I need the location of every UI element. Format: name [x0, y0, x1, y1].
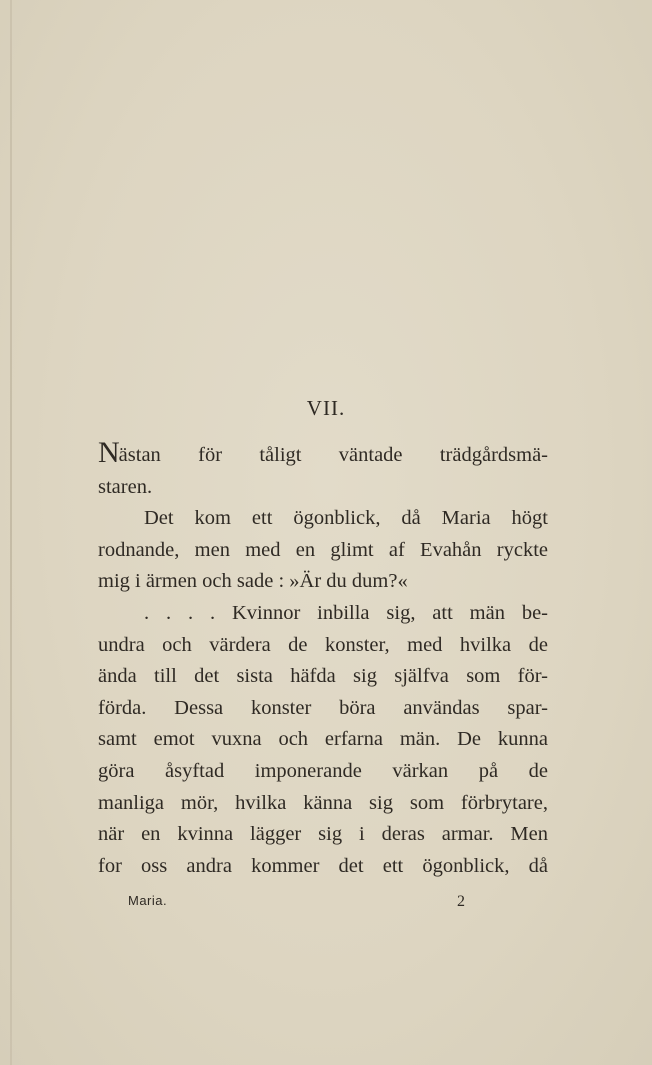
text-line: undra och värdera de konster, med hvilka de	[98, 633, 548, 656]
sheet-number: 2	[457, 893, 465, 910]
text-line: göra åsyftad imponerande värkan på de	[98, 759, 548, 782]
drop-cap: N	[98, 436, 119, 469]
text-line: förda. Dessa konster böra användas spar-	[98, 696, 548, 719]
chapter-heading: VII.	[306, 396, 346, 420]
text-line: for oss andra kommer det ett ögonblick, då	[98, 854, 548, 877]
body-text	[98, 436, 548, 882]
text-line: samt emot vuxna och erfarna män. De kunna	[98, 728, 548, 751]
text-line: manliga mör, hvilka känna sig som förbrytare,	[98, 791, 548, 814]
text-line: Nästan för tåligt väntade trädgårdsmä-	[98, 436, 548, 469]
text-line: mig i ärmen och sade : »Är du dum?«	[98, 570, 408, 593]
text-line: Det kom ett ögonblick, då Maria högt	[144, 507, 548, 530]
signature-mark: Maria.	[128, 893, 168, 908]
text-line: ända till det sista häfda sig själfva som för-	[98, 665, 548, 688]
text-line: när en kvinna lägger sig i deras armar. Men	[98, 823, 548, 846]
page-binding-edge	[10, 0, 12, 1065]
text-line: rodnande, men med en glimt af Evahån ryckte	[98, 538, 548, 561]
text-line: staren.	[98, 475, 153, 498]
text-line: . . . . Kvinnor inbilla sig, att män be-	[144, 601, 548, 624]
